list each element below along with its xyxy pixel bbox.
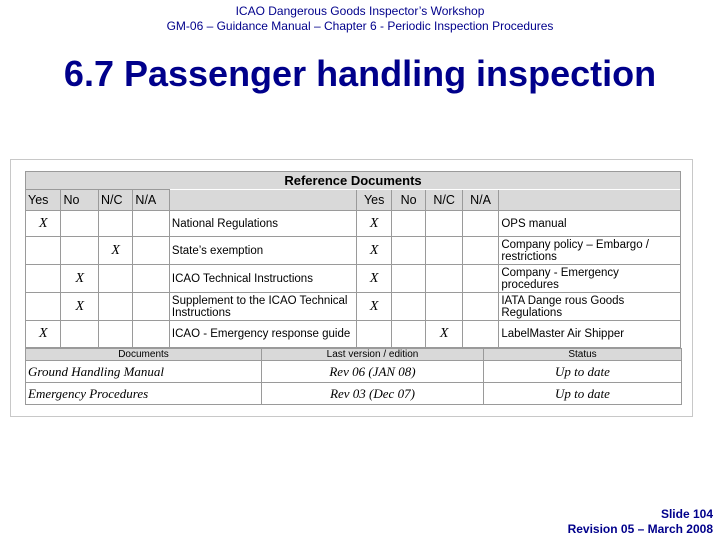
reference-documents-table <box>25 171 681 348</box>
mark-cell <box>61 237 99 265</box>
mark-cell: X <box>98 237 132 265</box>
mark-cell <box>133 265 169 293</box>
mark-cell <box>133 211 169 237</box>
col-nc-left: N/C <box>98 190 132 211</box>
mark-cell <box>98 321 132 348</box>
left-document-name: ICAO Technical Instructions <box>169 265 357 293</box>
column-header-row <box>26 190 681 211</box>
document-version: Rev 03 (Dec 07) <box>262 383 484 405</box>
mark-cell: X <box>357 293 391 321</box>
mark-cell <box>98 293 132 321</box>
col-yes-right: Yes <box>357 190 391 211</box>
table-row <box>26 361 682 383</box>
mark-cell: X <box>357 237 391 265</box>
mark-cell <box>391 237 425 265</box>
table-row <box>26 321 681 348</box>
col-no-left: No <box>61 190 99 211</box>
status-col-header: Status <box>484 349 682 361</box>
document-title: Emergency Procedures <box>26 383 262 405</box>
document-title: Ground Handling Manual <box>26 361 262 383</box>
right-document-name: Company - Emergency procedures <box>499 265 681 293</box>
mark-cell: X <box>357 265 391 293</box>
left-document-name: National Regulations <box>169 211 357 237</box>
left-document-name: Supplement to the ICAO Technical Instructions <box>169 293 357 321</box>
col-nc-right: N/C <box>426 190 462 211</box>
col-yes-left: Yes <box>26 190 61 211</box>
slide-title: 6.7 Passenger handling inspection <box>63 53 657 94</box>
mark-cell: X <box>357 211 391 237</box>
right-document-name: LabelMaster Air Shipper <box>499 321 681 348</box>
col-no-right: No <box>391 190 425 211</box>
mark-cell <box>426 237 462 265</box>
mark-cell <box>462 321 498 348</box>
manual-header: GM-06 – Guidance Manual – Chapter 6 - Periodic Inspection Procedures <box>166 19 554 33</box>
document-status: Up to date <box>484 361 682 383</box>
mark-cell <box>61 211 99 237</box>
document-version: Rev 06 (JAN 08) <box>262 361 484 383</box>
mark-cell: X <box>26 211 61 237</box>
mark-cell <box>26 293 61 321</box>
documents-col-header: Documents <box>26 349 262 361</box>
mark-cell: X <box>61 265 99 293</box>
mark-cell <box>26 237 61 265</box>
mark-cell <box>26 265 61 293</box>
mark-cell <box>426 293 462 321</box>
col-blank-left <box>169 190 357 211</box>
document-versions-table <box>25 348 682 405</box>
mark-cell <box>133 293 169 321</box>
right-document-name: OPS manual <box>499 211 681 237</box>
mark-cell <box>98 211 132 237</box>
mark-cell <box>426 211 462 237</box>
document-status: Up to date <box>484 383 682 405</box>
col-blank-right <box>499 190 681 211</box>
right-document-name: IATA Dange rous Goods Regulations <box>499 293 681 321</box>
col-na-left: N/A <box>133 190 169 211</box>
mark-cell: X <box>426 321 462 348</box>
right-document-name: Company policy – Embargo / restrictions <box>499 237 681 265</box>
slide-number: Slide 104 <box>660 507 713 521</box>
table-row <box>26 237 681 265</box>
mark-cell: X <box>61 293 99 321</box>
left-document-name: ICAO - Emergency response guide <box>169 321 357 348</box>
mark-cell <box>357 321 391 348</box>
mark-cell: X <box>26 321 61 348</box>
mark-cell <box>391 321 425 348</box>
workshop-header: ICAO Dangerous Goods Inspector’s Workshop <box>235 4 485 18</box>
mark-cell <box>462 237 498 265</box>
table-row <box>26 293 681 321</box>
reference-caption: Reference Documents <box>26 172 681 190</box>
mark-cell <box>61 321 99 348</box>
col-na-right: N/A <box>462 190 498 211</box>
table-row <box>26 383 682 405</box>
mark-cell <box>391 265 425 293</box>
mark-cell <box>391 211 425 237</box>
left-document-name: State’s exemption <box>169 237 357 265</box>
mark-cell <box>391 293 425 321</box>
mark-cell <box>133 321 169 348</box>
mark-cell <box>426 265 462 293</box>
mark-cell <box>462 293 498 321</box>
table-row <box>26 211 681 237</box>
table-row <box>26 265 681 293</box>
version-col-header: Last version / edition <box>262 349 484 361</box>
mark-cell <box>98 265 132 293</box>
mark-cell <box>462 265 498 293</box>
mark-cell <box>133 237 169 265</box>
revision-label: Revision 05 – March 2008 <box>567 522 713 536</box>
mark-cell <box>462 211 498 237</box>
documents-header-row <box>26 349 682 361</box>
